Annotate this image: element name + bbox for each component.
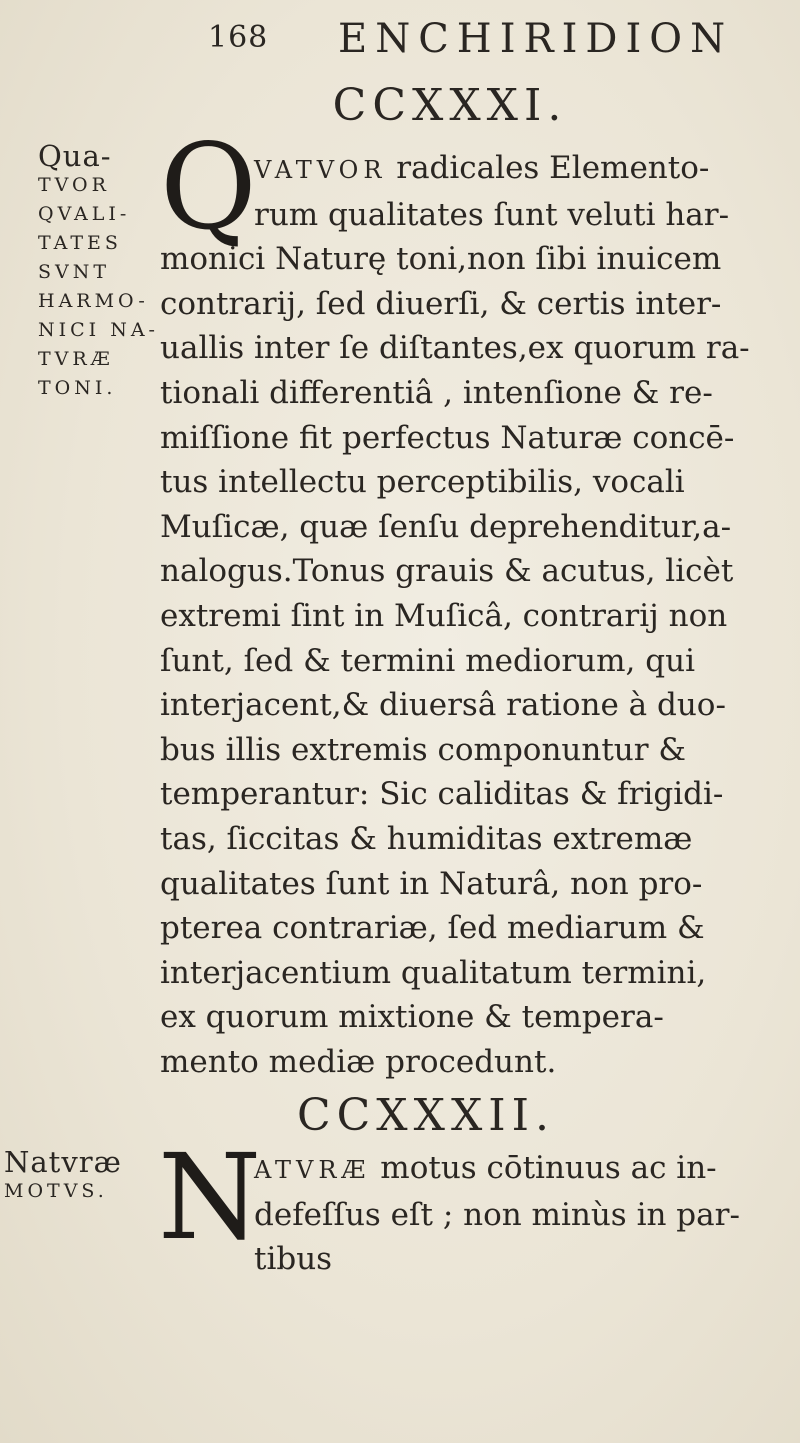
marginal-note [4, 1145, 122, 1206]
text-line: contrarij, ſed diuerſi, & certis inter- [160, 285, 722, 322]
marginal-line: NICI NA- [38, 319, 159, 341]
text-line: ſunt, ſed & termini mediorum, qui [160, 642, 695, 679]
drop-cap: Q [160, 118, 257, 256]
text-line: temperantur: Sic caliditas & frigidi- [160, 776, 724, 813]
text-line: extremi ſint in Muſicâ, contrarij non [160, 597, 728, 634]
paragraph [160, 146, 790, 1084]
marginal-line: QVALI- [38, 203, 131, 225]
chapter-heading: CCXXXI. [332, 80, 568, 131]
running-title: ENCHIRIDION [338, 16, 734, 62]
text-line: miſſione fit perfectus Naturæ concē- [160, 419, 735, 456]
text-line: interjacent,& diuersâ ratione à duo- [160, 687, 726, 724]
marginal-line: Qua- [38, 139, 112, 173]
smallcaps-word: ATVRÆ [254, 1156, 371, 1184]
drop-cap: N [158, 1128, 262, 1266]
text-line [160, 193, 790, 238]
text-run: defeſſus eſt ; non minùs in par- [254, 1196, 740, 1233]
text-line: interjacentium qualitatum termini, [160, 954, 707, 991]
text-line: uallis inter ſe diſtantes,ex quorum ra- [160, 330, 750, 367]
text-run: motus cōtinuus ac in- [370, 1150, 717, 1186]
chapter-heading: CCXXXII. [296, 1090, 556, 1141]
marginal-note [38, 139, 159, 403]
text-line: bus illis extremis componuntur & [160, 731, 687, 768]
text-line: nalogus.Tonus grauis & acutus, licèt [160, 553, 734, 590]
text-line: mento mediæ procedunt. [160, 1043, 557, 1080]
text-line: qualitates ſunt in Naturâ, non pro- [160, 865, 703, 902]
text-line: Muſicæ, quæ ſenſu deprehenditur,a- [160, 508, 732, 545]
marginal-line: HARMO- [38, 290, 149, 312]
text-line: pterea contrariæ, ſed mediarum & [160, 910, 705, 947]
marginal-line: MOTVS. [4, 1180, 108, 1202]
text-line [160, 1193, 790, 1238]
marginal-line: TATES [38, 232, 122, 254]
smallcaps-word: VATVOR [254, 156, 387, 184]
page-header [0, 14, 800, 64]
marginal-line: TONI. [38, 377, 117, 399]
text-line [160, 1237, 790, 1282]
marginal-line: Natvræ [4, 1145, 122, 1179]
text-line [160, 1146, 790, 1193]
text-line: monici Naturę toni,non ſibi inuicem [160, 241, 722, 278]
text-line [160, 146, 790, 193]
marginal-line: SVNT [38, 261, 111, 283]
marginal-line: TVOR [38, 174, 110, 196]
text-line: ex quorum mixtione & tempera- [160, 999, 664, 1036]
text-run: radicales Elemento- [386, 150, 710, 186]
page-number: 168 [208, 20, 269, 55]
text-line: tionali differentiâ , intenſione & re- [160, 374, 713, 411]
text-run: tibus [254, 1241, 333, 1278]
marginal-line: TVRÆ [38, 348, 114, 370]
text-run: rum qualitates ſunt veluti har- [254, 196, 730, 233]
text-line: tus intellectu perceptibilis, vocali [160, 464, 685, 501]
paragraph [160, 1146, 790, 1282]
text-line: tas, ſiccitas & humiditas extremæ [160, 820, 693, 857]
